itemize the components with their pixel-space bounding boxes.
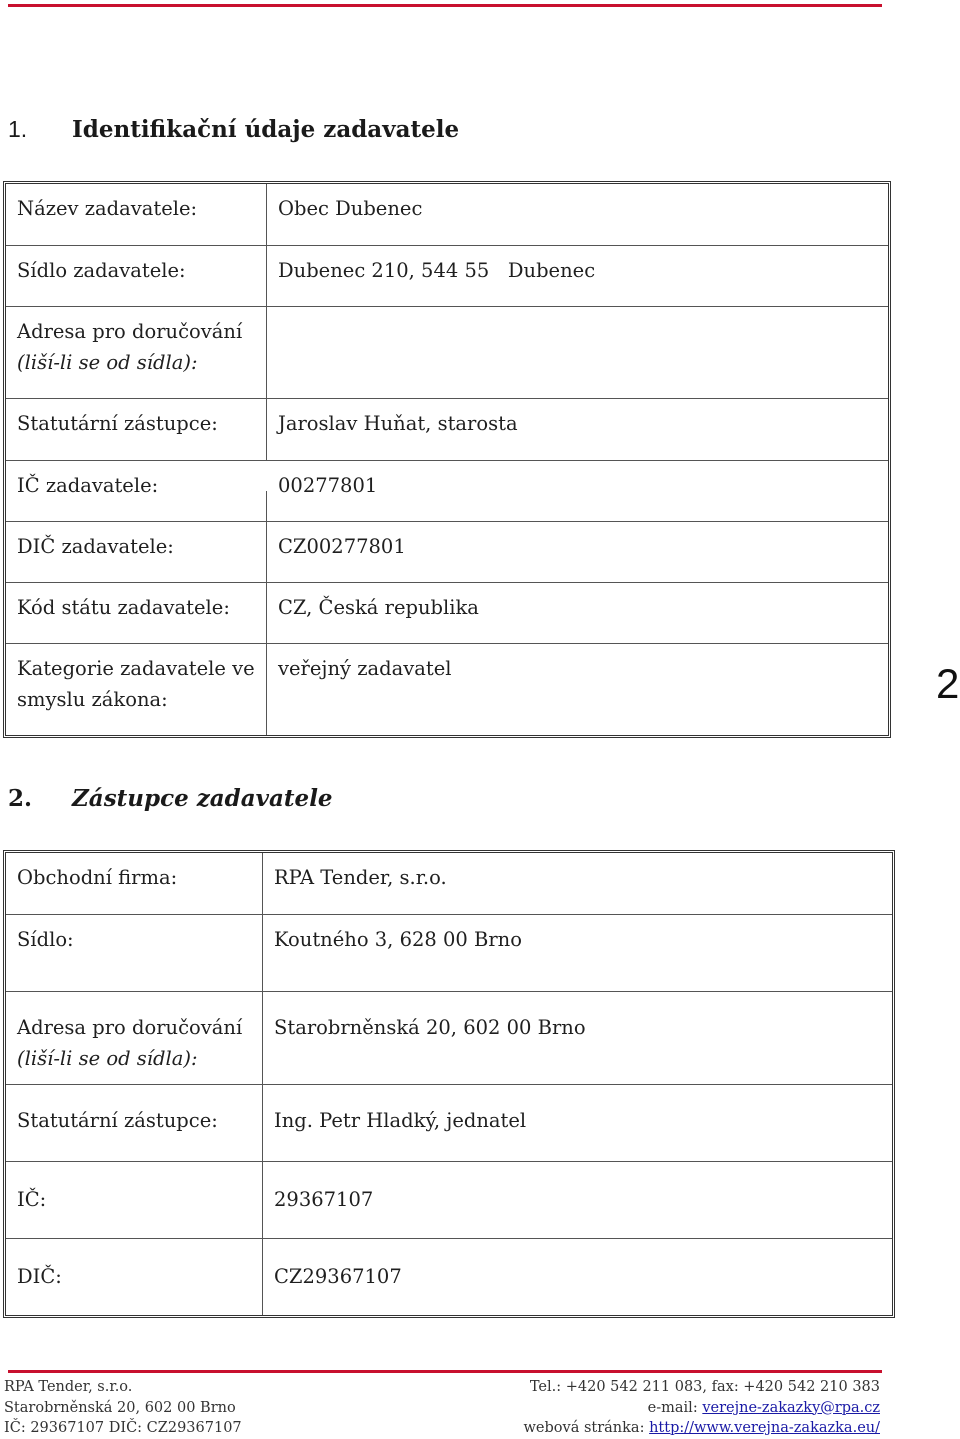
row-label: Sídlo zadavatele: [17,259,186,282]
zastupce-table [3,850,895,1318]
section-1-title: Identifikační údaje zadavatele [72,116,460,143]
row-label: Název zadavatele: [17,197,198,220]
row-value: Obec Dubenec [278,197,423,220]
footer-phone: Tel.: +420 542 211 083, fax: +420 542 210 383 [529,1379,880,1395]
footer-web-label: webová stránka: [523,1420,650,1436]
row-value: Dubenec 210, 544 55 Dubenec [278,259,596,282]
table-row [6,461,888,522]
header-rule [8,4,882,7]
footer-right [524,1377,880,1439]
row-label: Sídlo: [17,928,74,951]
section-2-heading [8,785,333,812]
table-row [6,184,888,246]
row-value: 00277801 [278,474,378,497]
footer-email-label: e-mail: [647,1399,703,1416]
section-1-heading [8,116,459,143]
footer-company: RPA Tender, s.r.o. [4,1379,133,1395]
table-row [6,644,888,735]
table-row [6,1239,892,1315]
table-row [6,307,888,399]
row-label: Statutární zástupce: [17,412,218,435]
footer-email-line [524,1398,880,1419]
table-row [6,853,892,915]
section-2-number: 2. [8,785,33,812]
table-row [6,915,892,992]
footer-web-line [524,1418,880,1439]
email-link[interactable]: verejne-zakazky@rpa.cz [702,1399,880,1416]
row-label: IČ: [17,1188,47,1211]
row-value: CZ00277801 [278,535,406,558]
zadavatel-table [3,181,891,738]
footer-address: Starobrněnská 20, 602 00 Brno [4,1399,236,1416]
row-label-line: Adresa pro doručování [17,1016,243,1039]
row-label: DIČ: [17,1265,62,1288]
row-label: Obchodní firma: [17,866,178,889]
page-number: 2 [936,660,960,707]
table-row [6,583,888,644]
row-value: Ing. Petr Hladký, jednatel [274,1109,527,1132]
row-label-line: Adresa pro doručování [17,320,243,343]
row-label [17,1012,242,1074]
table-row [6,246,888,307]
row-label [17,653,255,715]
row-value: Jaroslav Huňat, starosta [278,412,518,435]
section-2-title: Zástupce zadavatele [72,785,333,812]
row-label: DIČ zadavatele: [17,535,174,558]
row-label-line: smyslu zákona: [17,688,168,711]
row-label: Statutární zástupce: [17,1109,218,1132]
website-link[interactable]: http://www.verejna-zakazka.eu/ [649,1420,880,1436]
row-label: IČ zadavatele: [17,474,159,497]
row-label-line-italic: (liší-li se od sídla): [17,351,198,374]
row-value: Koutného 3, 628 00 Brno [274,928,522,951]
row-label: Kód státu zadavatele: [17,596,230,619]
row-value: 29367107 [274,1188,374,1211]
footer-rule [8,1370,882,1373]
table-row [6,1162,892,1239]
footer-ids: IČ: 29367107 DIČ: CZ29367107 [4,1420,242,1436]
table-row [6,399,888,461]
row-value: veřejný zadavatel [278,657,452,680]
row-label-line-italic: (liší-li se od sídla): [17,1047,198,1070]
table-row [6,522,888,583]
table-row [6,992,892,1085]
row-value: CZ29367107 [274,1265,402,1288]
row-value: Starobrněnská 20, 602 00 Brno [274,1016,586,1039]
row-value: RPA Tender, s.r.o. [274,866,447,889]
footer-left [4,1377,242,1439]
row-label [17,316,242,378]
table-row [6,1085,892,1162]
row-value: CZ, Česká republika [278,596,479,619]
section-1-number: 1. [8,116,28,142]
row-label-line: Kategorie zadavatele ve [17,657,255,680]
